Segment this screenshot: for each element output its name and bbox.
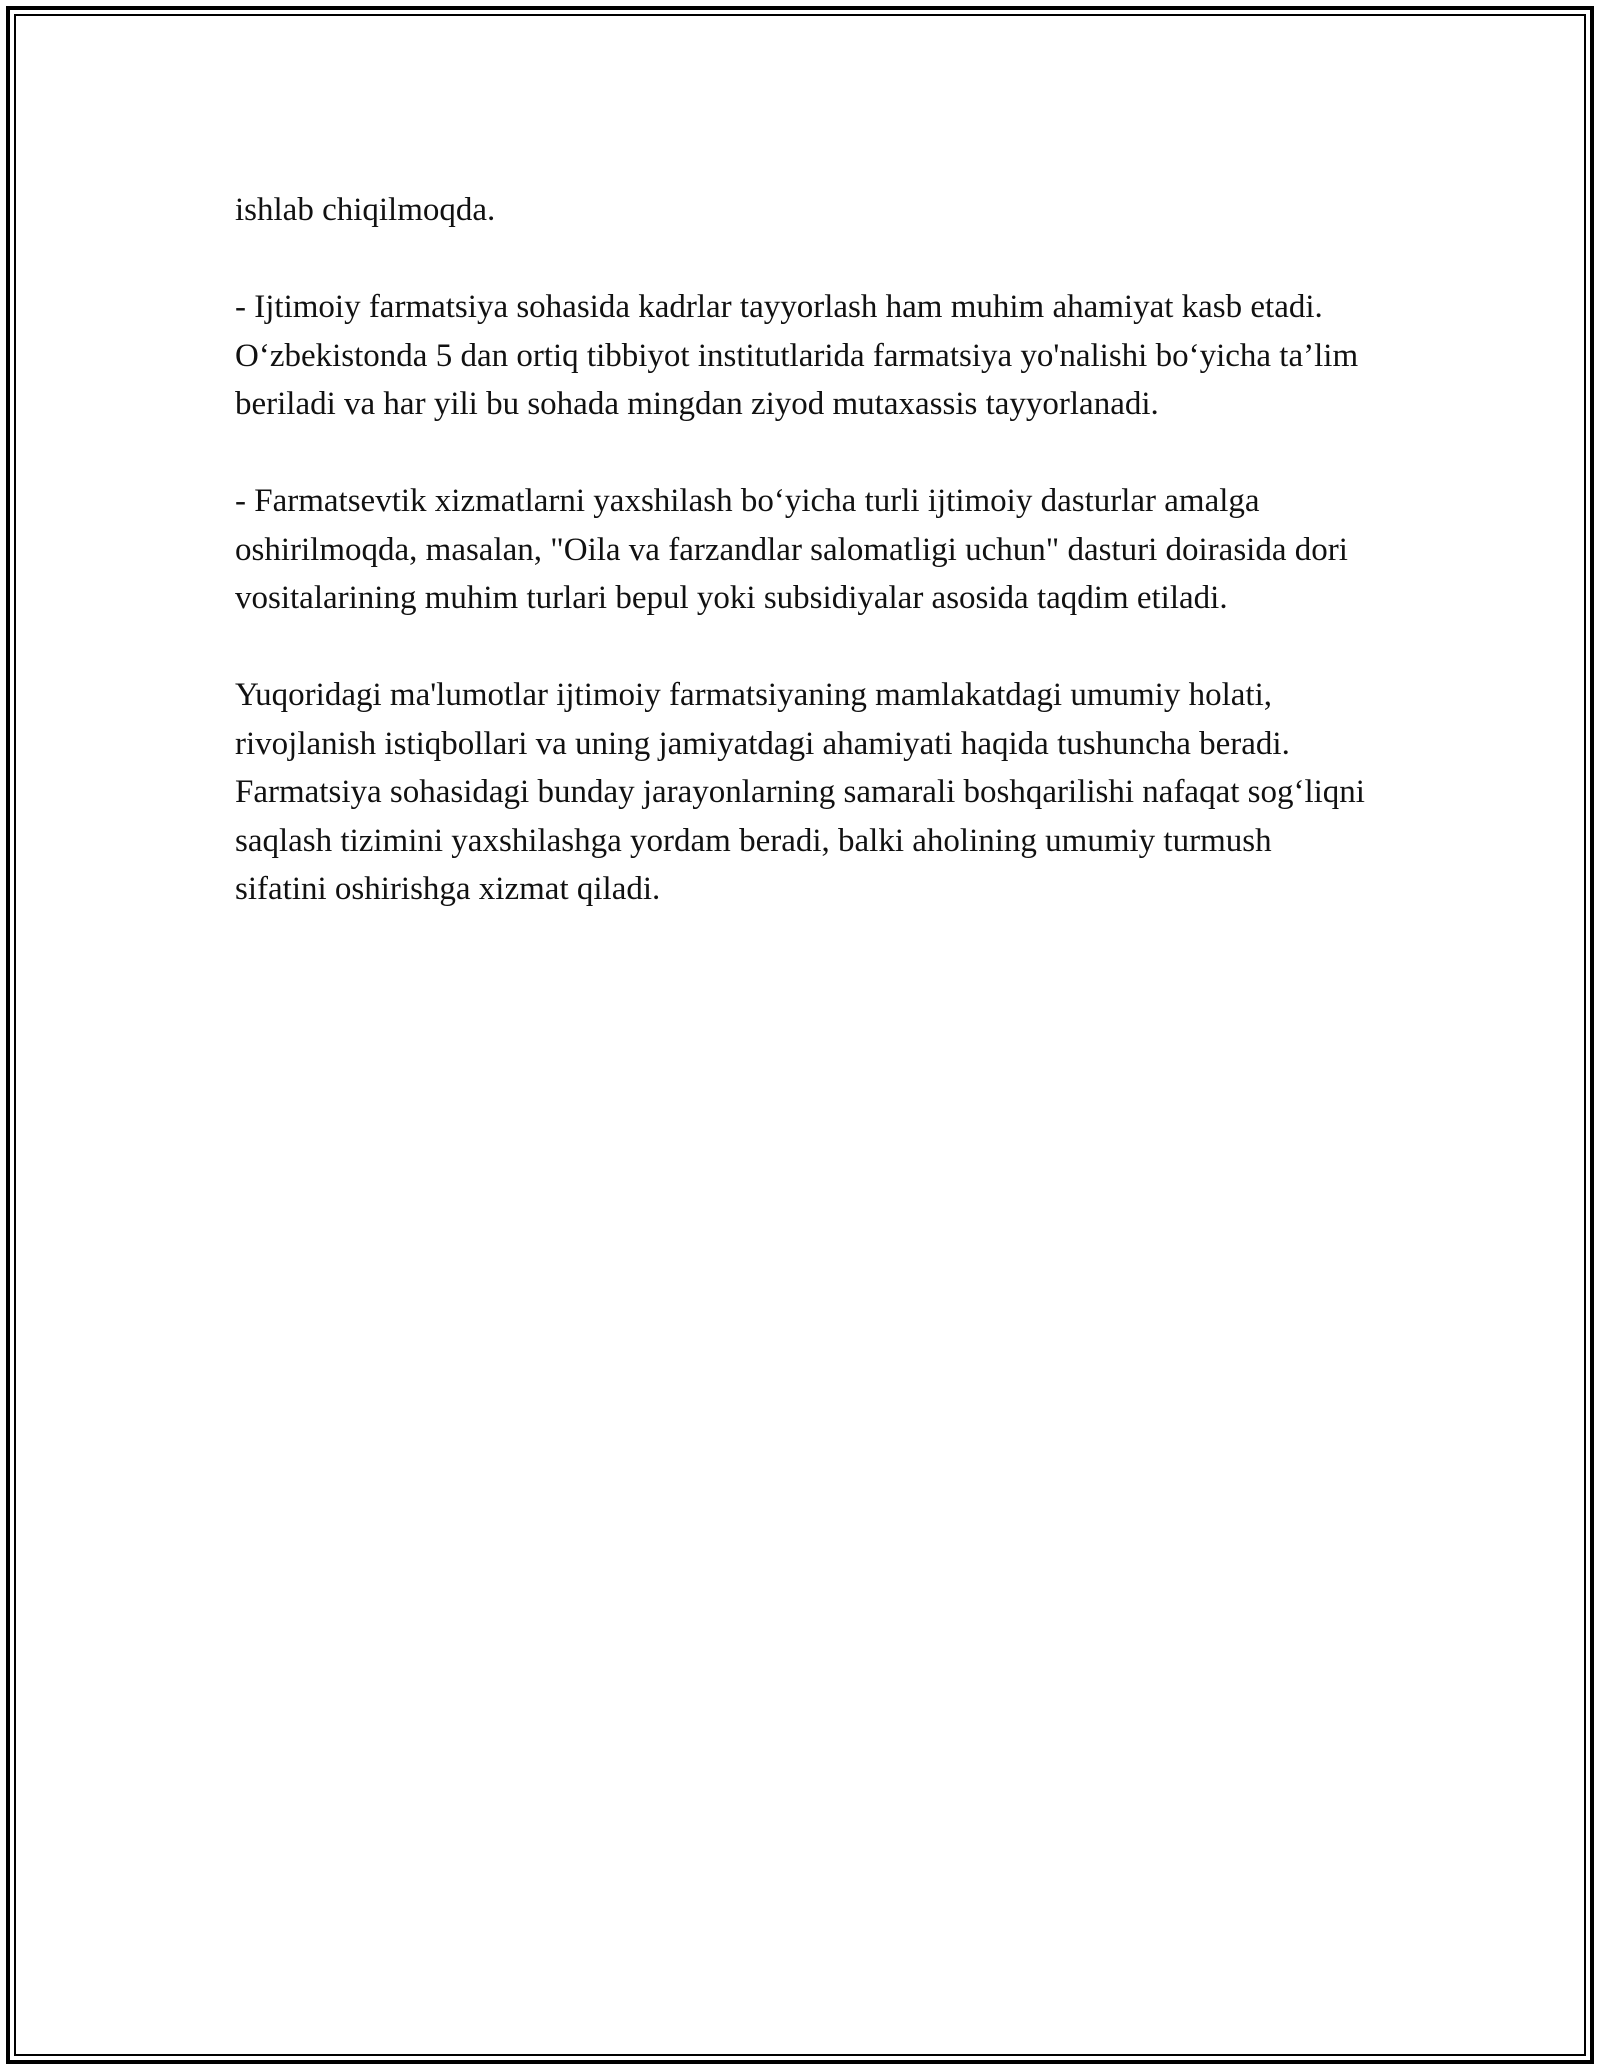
- document-body: [235, 186, 1365, 962]
- paragraph-conclusion: Yuqoridagi ma'lumotlar ijtimoiy farmatsiyaning mamlakatdagi umumiy holati, rivojlanish istiqbollari va uning jamiyatdagi ahamiyati haqida tushuncha beradi. Farmatsiya sohasidagi bunday jarayonlarning samarali boshqarilishi nafaqat sog‘liqni saqlash tizimini yaxshilashga yordam beradi, balki aholining umumiy turmush sifatini oshirishga xizmat qiladi.: [235, 677, 1365, 907]
- paragraph-continuation: ishlab chiqilmoqda.: [235, 192, 496, 228]
- paragraph-personnel-training: - Ijtimoiy farmatsiya sohasida kadrlar tayyorlash ham muhim ahamiyat kasb etadi. O‘zbekistonda 5 dan ortiq tibbiyot institutlarida farmatsiya yo'nalishi bo‘yicha ta’lim beriladi va har yili bu sohada mingdan ziyod mutaxassis tayyorlanadi.: [235, 289, 1359, 422]
- paragraph-social-programs: - Farmatsevtik xizmatlarni yaxshilash bo‘yicha turli ijtimoiy dasturlar amalga oshirilmoqda, masalan, "Oila va farzandlar salomatligi uchun" dasturi doirasida dori vositalarining muhim turlari bepul yoki subsidiyalar asosida taqdim etiladi.: [235, 483, 1348, 616]
